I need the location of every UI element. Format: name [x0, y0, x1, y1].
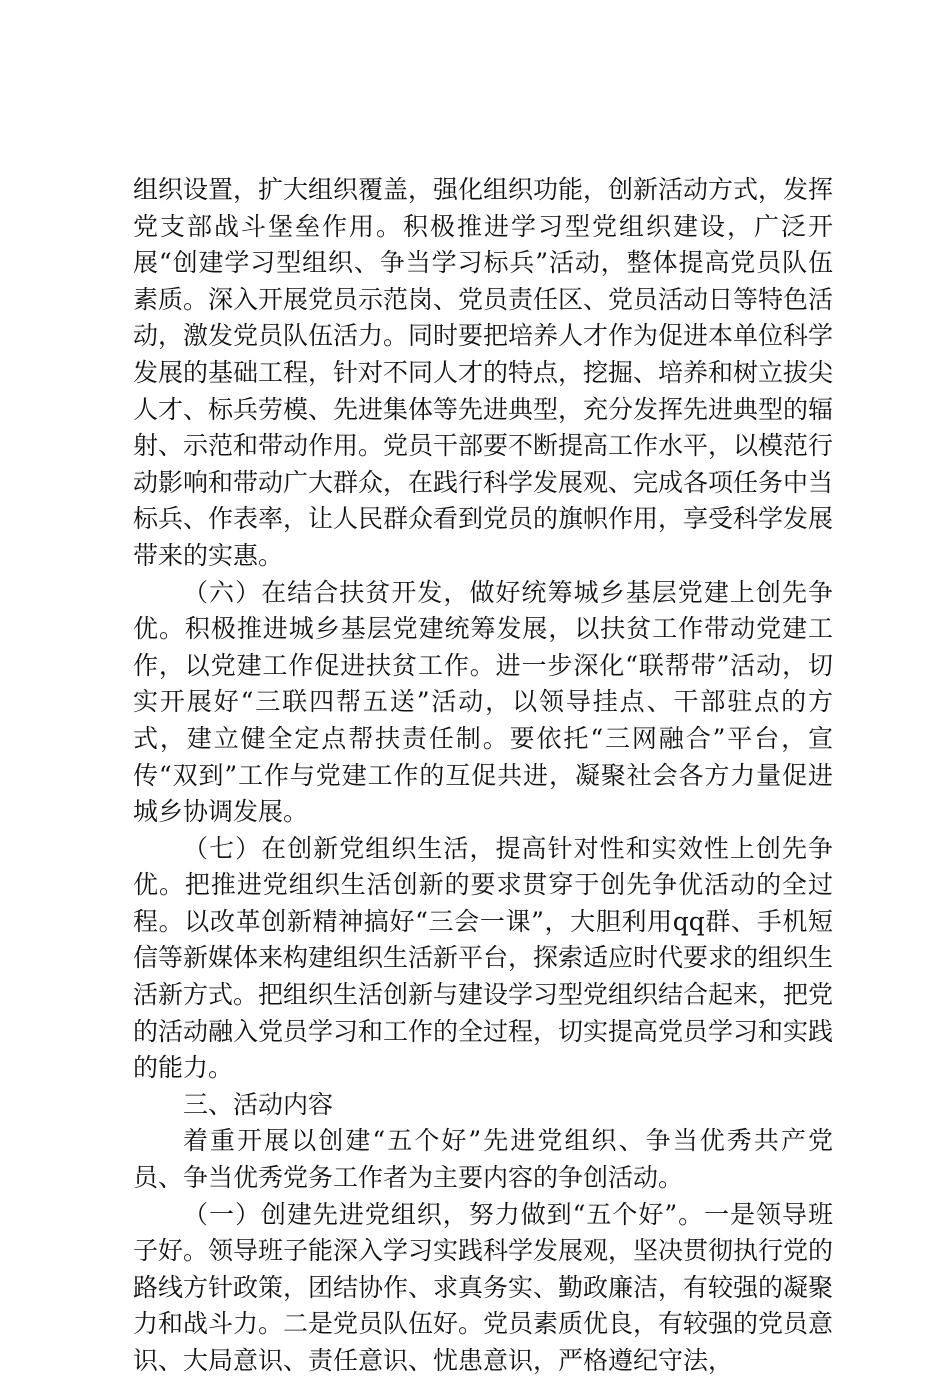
- paragraph-activity-focus: 着重开展以创建“五个好”先进党组织、争当优秀共产党员、争当优秀党务工作者为主要内容的争创活动。: [133, 1126, 833, 1193]
- paragraph-five-good: （一）创建先进党组织，努力做到“五个好”。一是领导班子好。领导班子能深入学习实践科学发展观，坚决贯彻执行党的路线方针政策，团结协作、求真务实、勤政廉洁，有较强的凝聚力和战斗力。二是党员队伍好。党员素质优良，有较强的党员意识、大局意识、责任意识、忧患意识，严格遵纪守法，: [133, 1199, 834, 1375]
- paragraph-party-life-innovation: （七）在创新党组织生活，提高针对性和实效性上创先争优。把推进党组织生活创新的要求贯穿于创先争优活动的全过程。以改革创新精神搞好“三会一课”，大胆利用qq群、手机短信等新媒体来构建组织生活新平台，探索适应时代要求的组织生活新方式。把组织生活创新与建设学习型党组织结合起来，把党的活动融入党员学习和工作的全过程，切实提高党员学习和实践的能力。: [133, 833, 834, 1083]
- document-body: [133, 172, 833, 1380]
- paragraph-organization-setup: 组织设置，扩大组织覆盖，强化组织功能，创新活动方式，发挥党支部战斗堡垒作用。积极推进学习型党组织建设，广泛开展“创建学习型组织、争当学习标兵”活动，整体提高党员队伍素质。深入开展党员示范岗、党员责任区、党员活动日等特色活动，激发党员队伍活力。同时要把培养人才作为促进本单位科学发展的基础工程，针对不同人才的特点，挖掘、培养和树立拔尖人才、标兵劳模、先进集体等先进典型，充分发挥先进典型的辐射、示范和带动作用。党员干部要不断提高工作水平，以模范行动影响和带动广大群众，在践行科学发展观、完成各项任务中当标兵、作表率，让人民群众看到党员的旗帜作用，享受科学发展带来的实惠。: [133, 175, 834, 570]
- section-heading-activity-content: 三、活动内容: [183, 1089, 334, 1119]
- paragraph-poverty-alleviation: （六）在结合扶贫开发，做好统筹城乡基层党建上创先争优。积极推进城乡基层党建统筹发展，以扶贫工作带动党建工作，以党建工作促进扶贫工作。进一步深化“联帮带”活动，切实开展好“三联四帮五送”活动，以领导挂点、干部驻点的方式，建立健全定点帮扶责任制。要依托“三网融合”平台，宣传“双到”工作与党建工作的互促共进，凝聚社会各方力量促进城乡协调发展。: [133, 577, 833, 827]
